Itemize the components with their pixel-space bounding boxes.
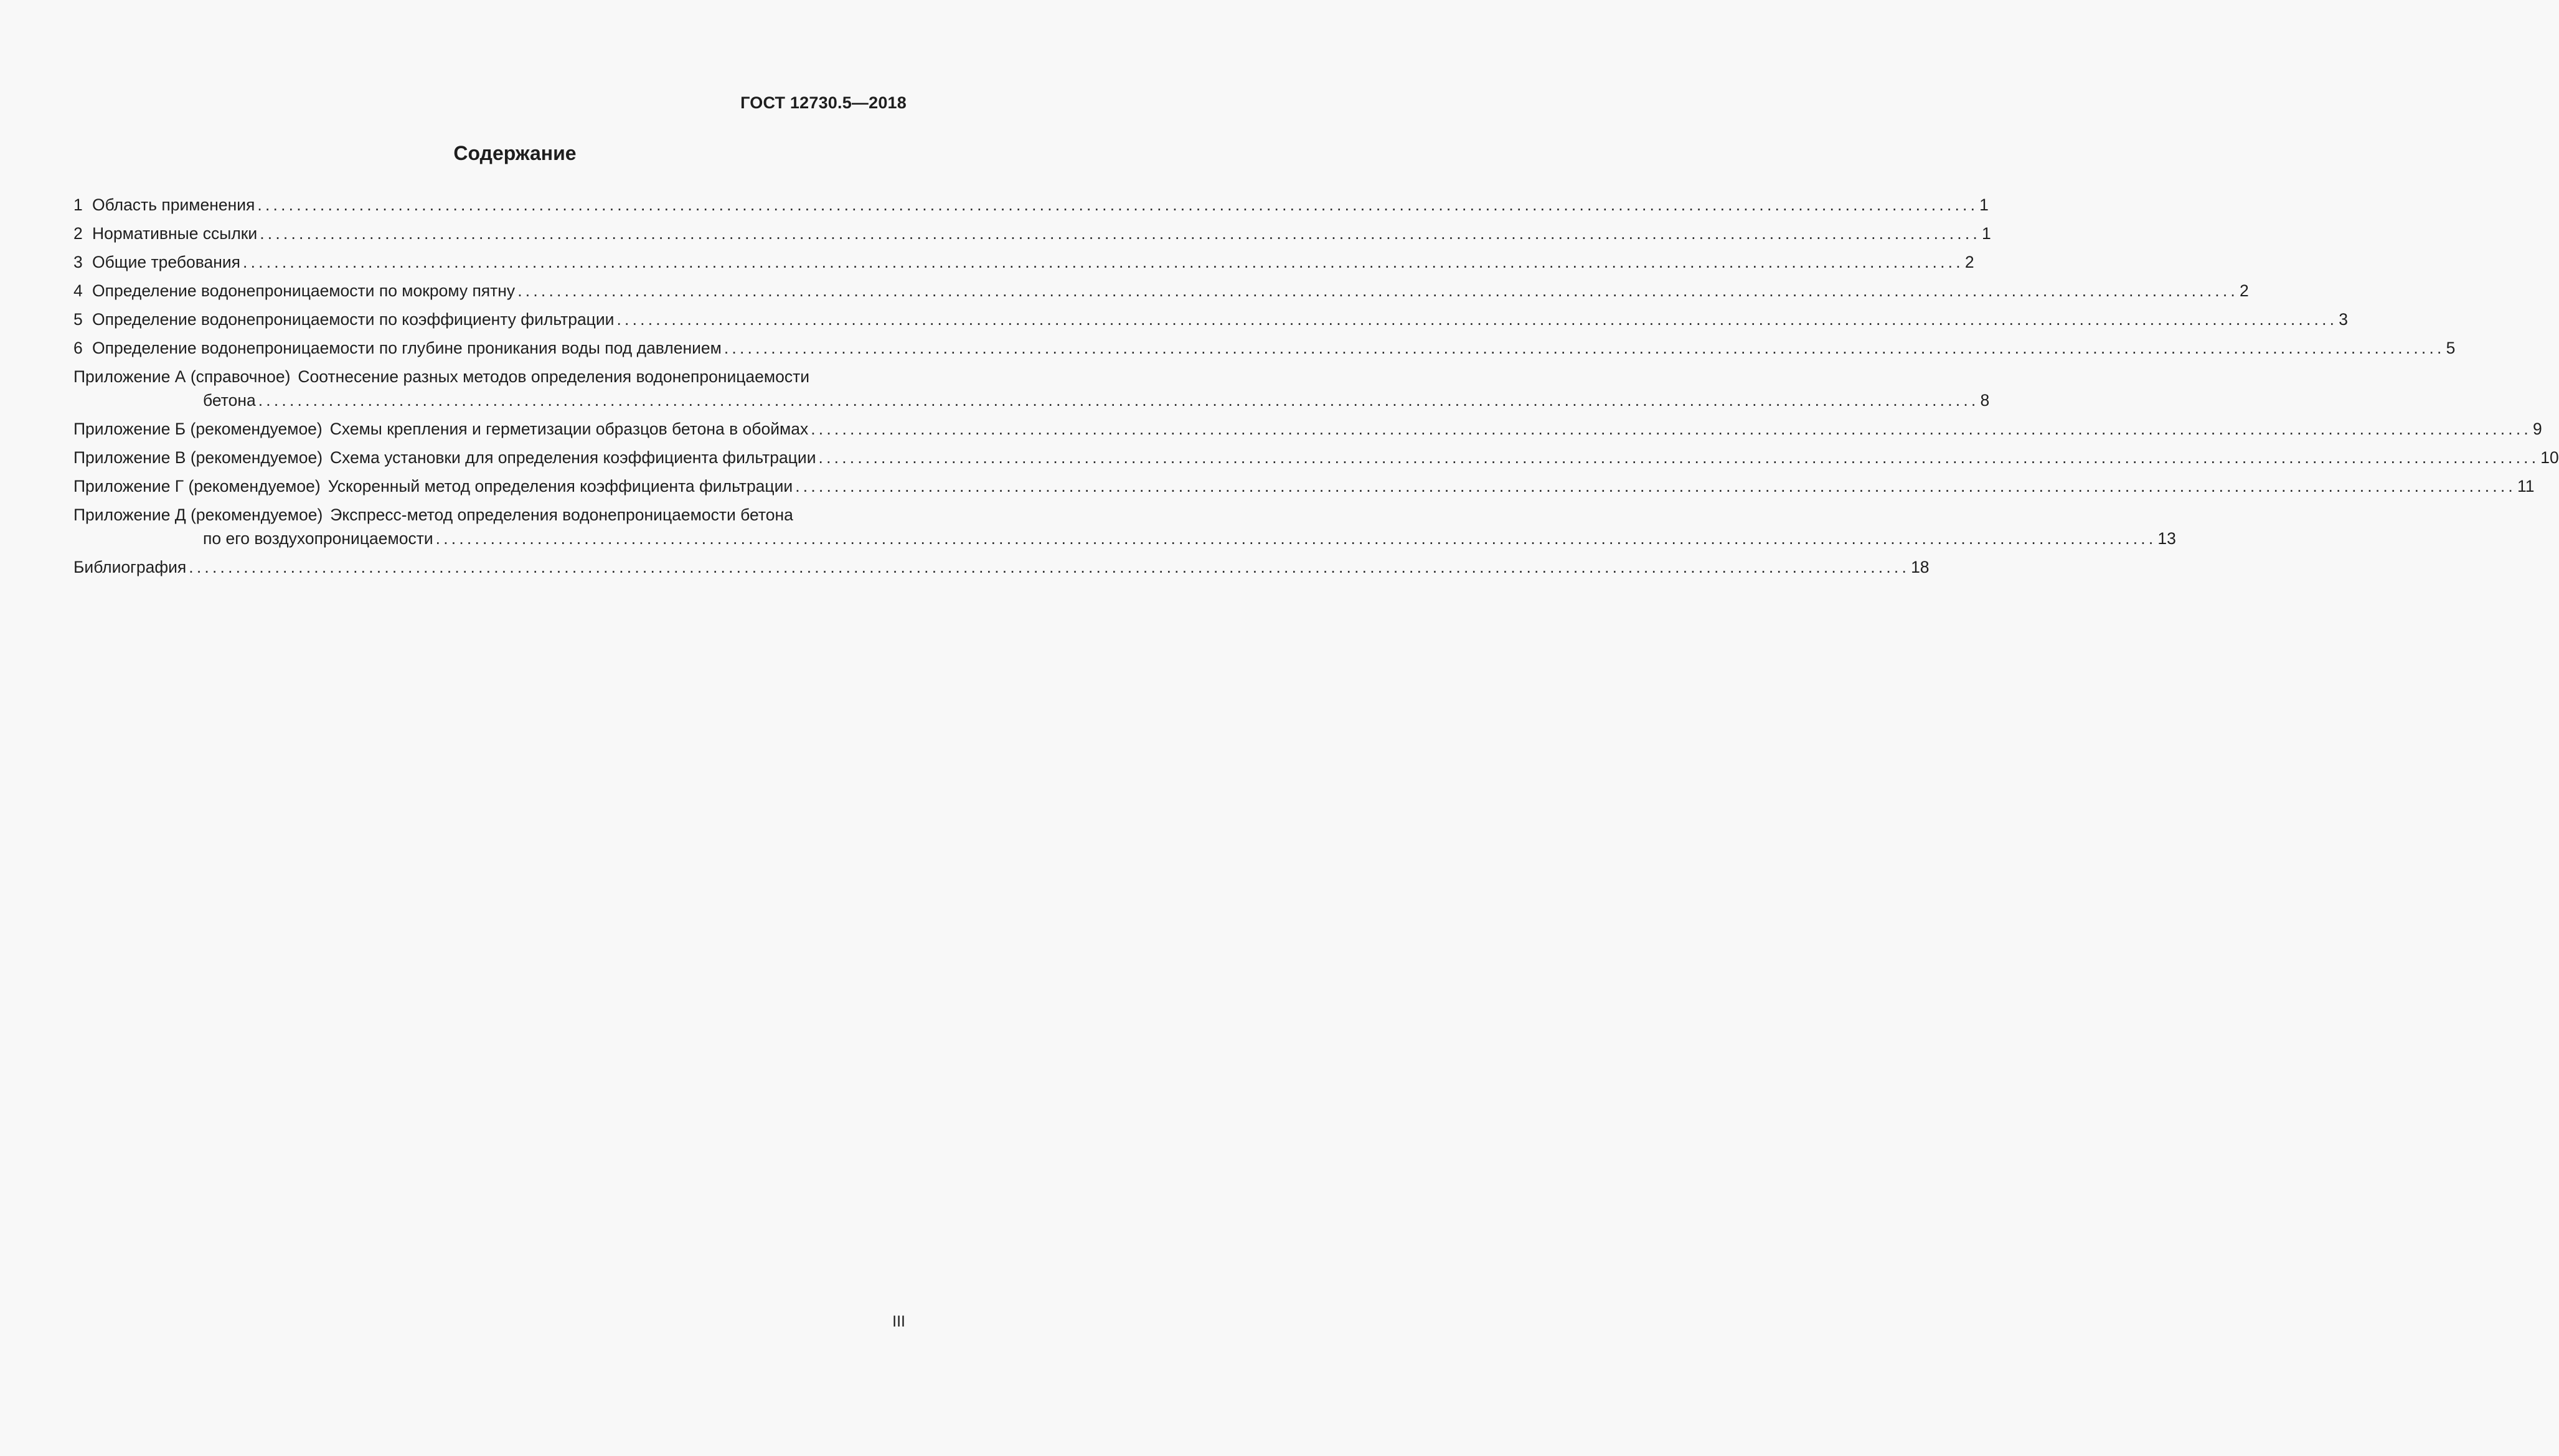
toc-entry-section-3[interactable] [73,250,1974,274]
toc-entry-title: Определение водонепроницаемости по глубине проникания воды под давлением [92,339,722,357]
toc-title: Содержание [453,142,577,164]
toc-entry-page: 10 [2540,448,2559,467]
toc-entry-page: 1 [1979,195,1989,214]
dot-leader: ............................................................................................................................................................................................................................ [243,253,1964,271]
toc-entry-number: 3 [73,253,83,271]
dot-leader: ............................................................................................................................................................................................................................ [818,448,2540,467]
dot-leader: ............................................................................................................................................................................................................................ [517,281,2238,300]
toc-entry-annex-v[interactable] [73,446,2559,469]
toc-entry-section-2[interactable] [73,222,1991,245]
annex-title: Соотнесение разных методов определения водонепроницаемости [298,367,810,386]
toc-entry-number: 6 [73,339,83,357]
toc-entry-title: Определение водонепроницаемости по коэффициенту фильтрации [92,310,615,329]
annex-title: Экспресс-метод определения водонепроницаемости бетона [330,505,793,524]
annex-label: Приложение Д (рекомендуемое) [73,505,323,524]
toc-entry-section-4[interactable] [73,279,2249,303]
toc-entry-title: Библиография [73,558,187,576]
toc-entry-annex-a[interactable] [73,365,1990,412]
toc-entry-title: Определение водонепроницаемости по мокрому пятну [92,281,516,300]
toc-entry-page: 9 [2532,420,2542,438]
page-number: III [892,1313,905,1330]
dot-leader: ............................................................................................................................................................................................................................ [258,391,1979,410]
dot-leader: ............................................................................................................................................................................................................................ [189,558,1910,576]
toc-entry-section-5[interactable] [73,308,2348,331]
annex-title-continuation: бетона [203,391,256,410]
page-header-code: ГОСТ 12730.5—2018 [740,93,907,112]
dot-leader: ............................................................................................................................................................................................................................ [435,529,2157,548]
annex-label: Приложение В (рекомендуемое) [73,448,323,467]
toc-entry-page: 13 [2157,529,2176,548]
annex-title: Ускоренный метод определения коэффициента фильтрации [328,477,793,496]
dot-leader: ............................................................................................................................................................................................................................ [260,224,1981,243]
toc-entry-number: 1 [73,195,83,214]
toc-entry-page: 5 [2446,339,2456,357]
toc-entry-annex-b[interactable] [73,417,2542,441]
annex-label: Приложение А (справочное) [73,367,291,386]
table-of-contents [73,193,2559,584]
annex-label: Приложение Б (рекомендуемое) [73,420,323,438]
dot-leader: ............................................................................................................................................................................................................................ [795,477,2516,496]
toc-entry-section-6[interactable] [73,336,2456,360]
annex-title: Схема установки для определения коэффициента фильтрации [330,448,816,467]
toc-entry-number: 2 [73,224,83,243]
toc-entry-page: 11 [2517,477,2535,496]
annex-title: Схемы крепления и герметизации образцов бетона в обоймах [329,420,809,438]
toc-entry-number: 5 [73,310,83,329]
toc-entry-number: 4 [73,281,83,300]
toc-entry-title: Нормативные ссылки [92,224,258,243]
annex-label: Приложение Г (рекомендуемое) [73,477,321,496]
dot-leader: ............................................................................................................................................................................................................................ [616,310,2338,329]
toc-entry-page: 8 [1980,391,1990,410]
toc-entry-bibliography[interactable] [73,555,1930,579]
toc-entry-annex-g[interactable] [73,474,2535,498]
annex-title-continuation: по его воздухопроницаемости [203,529,433,548]
toc-entry-annex-d[interactable] [73,503,2176,550]
toc-entry-page: 1 [1981,224,1991,243]
dot-leader: ............................................................................................................................................................................................................................ [257,195,1979,214]
toc-entry-title: Область применения [92,195,255,214]
dot-leader: ............................................................................................................................................................................................................................ [811,420,2532,438]
toc-entry-section-1[interactable] [73,193,1989,217]
toc-entry-page: 3 [2339,310,2348,329]
dot-leader: ............................................................................................................................................................................................................................ [723,339,2445,357]
toc-entry-page: 2 [2239,281,2249,300]
toc-entry-title: Общие требования [92,253,241,271]
toc-entry-page: 18 [1911,558,1930,576]
toc-entry-page: 2 [1964,253,1974,271]
